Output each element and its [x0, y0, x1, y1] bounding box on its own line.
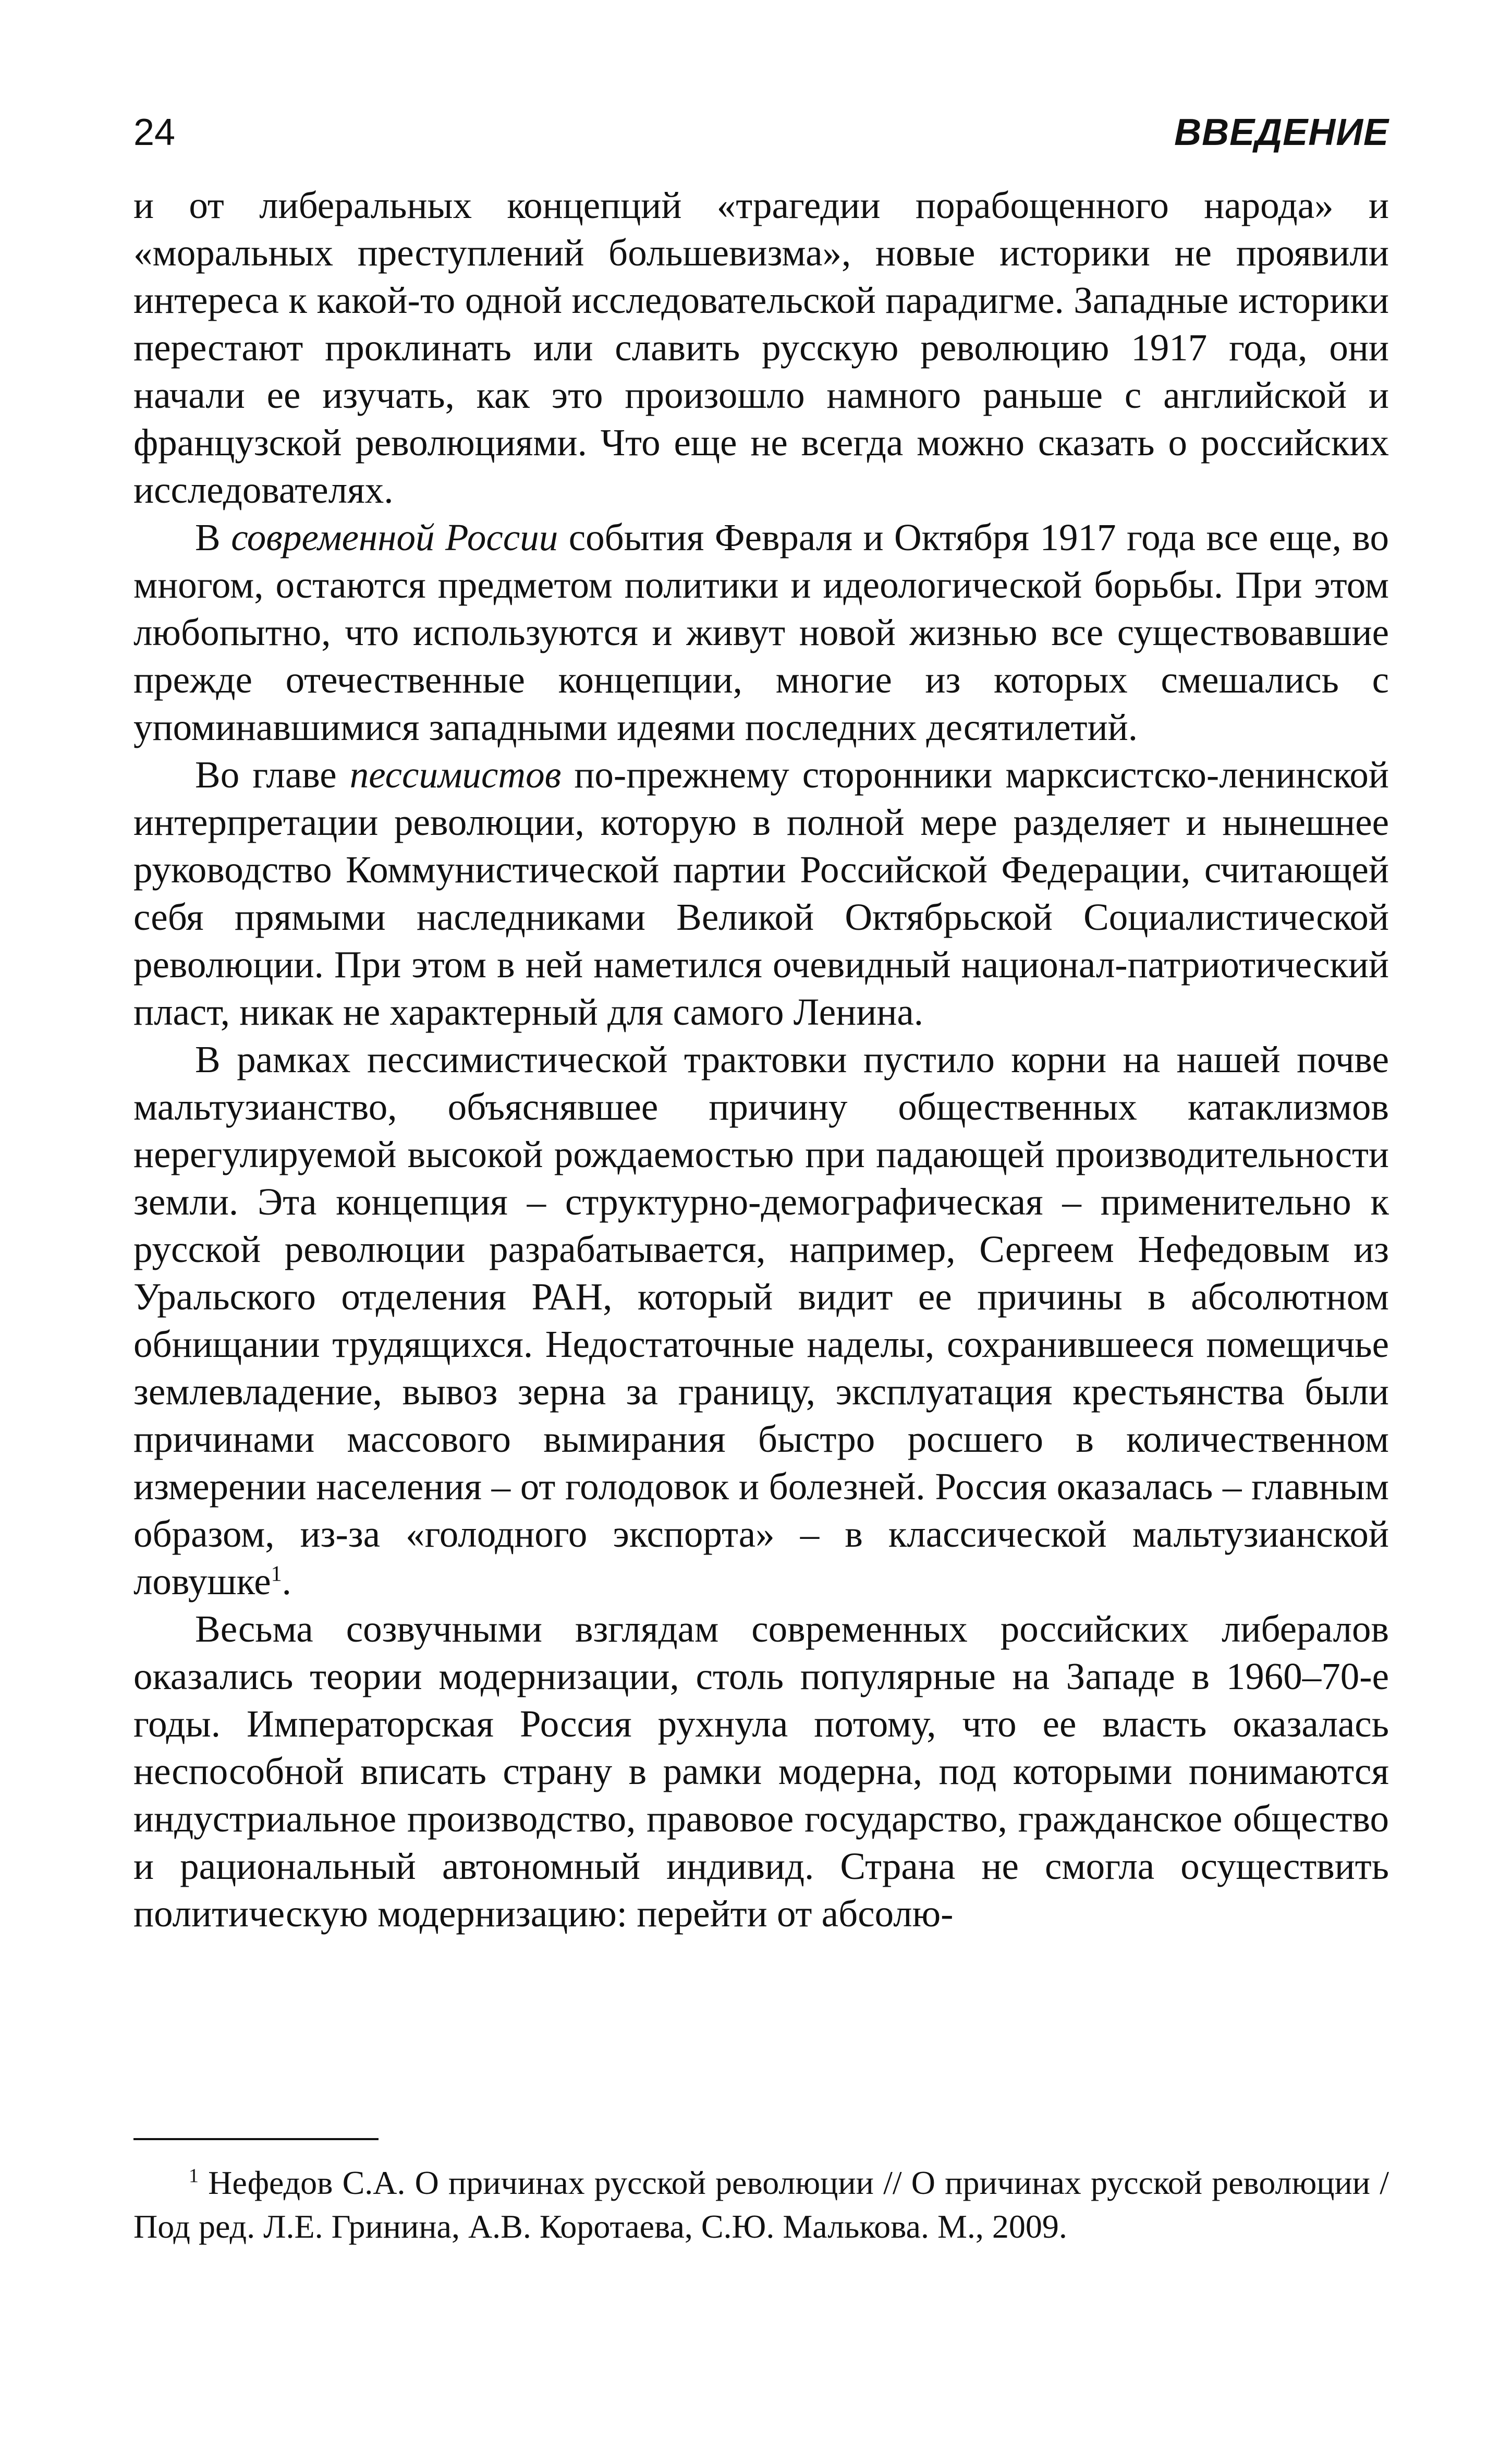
paragraph-2-rest: события Февраля и Октября 1917 года все еще, во многом, остаются предметом политики и идеологической борьбы. При этом любопытно, что используются и живут новой жизнью все существовавшие прежде отечественные концепции, многие из которых смешались с упоминавшимися западными идеями последних десятилетий.	[133, 516, 1389, 748]
footnotes	[133, 2161, 1389, 2249]
footnote-1	[133, 2161, 1389, 2249]
paragraph-5: Весьма созвучными взглядам современных российских либералов оказались теории модернизации, столь популярные на Западе в 1960–70-е годы. Императорская Россия рухнула потому, что ее власть оказалась неспособной вписать страну в рамки модерна, под которыми понимаются индустриальное производство, правовое государство, гражданское общество и рациональный автономный индивид. Страна не смогла осуществить политическую модернизацию: перейти от абсолю-	[133, 1608, 1389, 1935]
book-page	[133, 104, 1389, 2245]
paragraph-3-emphasis: пессимистов	[349, 754, 562, 796]
paragraph-3-lead: Во главе	[195, 754, 350, 796]
footnote-marker: 1	[189, 2165, 199, 2187]
footnote-ref-1[interactable]: 1	[271, 1562, 282, 1586]
paragraph-3-rest: по-прежнему сторонники марксистско-ленинской интерпретации революции, которую в полной мере разделяет и нынешнее руководство Коммунистической партии Российской Федерации, считающей себя прямыми наследниками Великой Октябрьской Социалистической революции. При этом в ней наметился очевидный национал-патриотический пласт, никак не характерный для самого Ленина.	[133, 754, 1389, 1033]
footnote-text: Нефедов С.А. О причинах русской революции // О причинах русской революции / Под ред. Л.Е. Гринина, А.В. Коротаева, С.Ю. Малькова. М., 2009.	[133, 2164, 1389, 2245]
paragraph-2-emphasis: современной России	[231, 516, 558, 559]
paragraph-2	[133, 514, 1389, 751]
paragraph-3	[133, 751, 1389, 1036]
paragraph-4-text: В рамках пессимистической трактовки пустило корни на нашей почве мальтузианство, объяснявшее причину общественных катаклизмов нерегулируемой высокой рождаемостью при падающей производительности земли. Эта концепция – структурно-демографическая – применительно к русской революции разрабатывается, например, Сергеем Нефедовым из Уральского отделения РАН, который видит ее причины в абсолютном обнищании трудящихся. Недостаточные наделы, сохранившееся помещичье землевладение, вывоз зерна за границу, эксплуатация крестьянства были причинами массового вымирания быстро росшего в количественном измерении населения – от голодовок и болезней. Россия оказалась – главным образом, из-за «голодного экспорта» – в классической мальтузианской ловушке	[133, 1038, 1389, 1603]
page-header	[133, 104, 1389, 172]
footnote-divider	[133, 2138, 379, 2140]
paragraph-4	[133, 1036, 1389, 1605]
paragraph-1: и от либеральных концепций «трагедии порабощенного народа» и «моральных преступлений большевизма», новые историки не проявили интереса к какой-то одной исследовательской парадигме. Западные историки перестают проклинать или славить русскую революцию 1917 года, они начали ее изучать, как это произошло намного раньше с английской и французской революциями. Что еще не всегда можно сказать о российских исследователях.	[133, 184, 1389, 511]
page-number: 24	[133, 112, 176, 153]
paragraph-4-end: .	[282, 1560, 291, 1603]
running-head: ВВЕДЕНИЕ	[1174, 112, 1389, 153]
body-text	[133, 181, 1389, 1937]
paragraph-2-lead: В	[195, 516, 231, 559]
